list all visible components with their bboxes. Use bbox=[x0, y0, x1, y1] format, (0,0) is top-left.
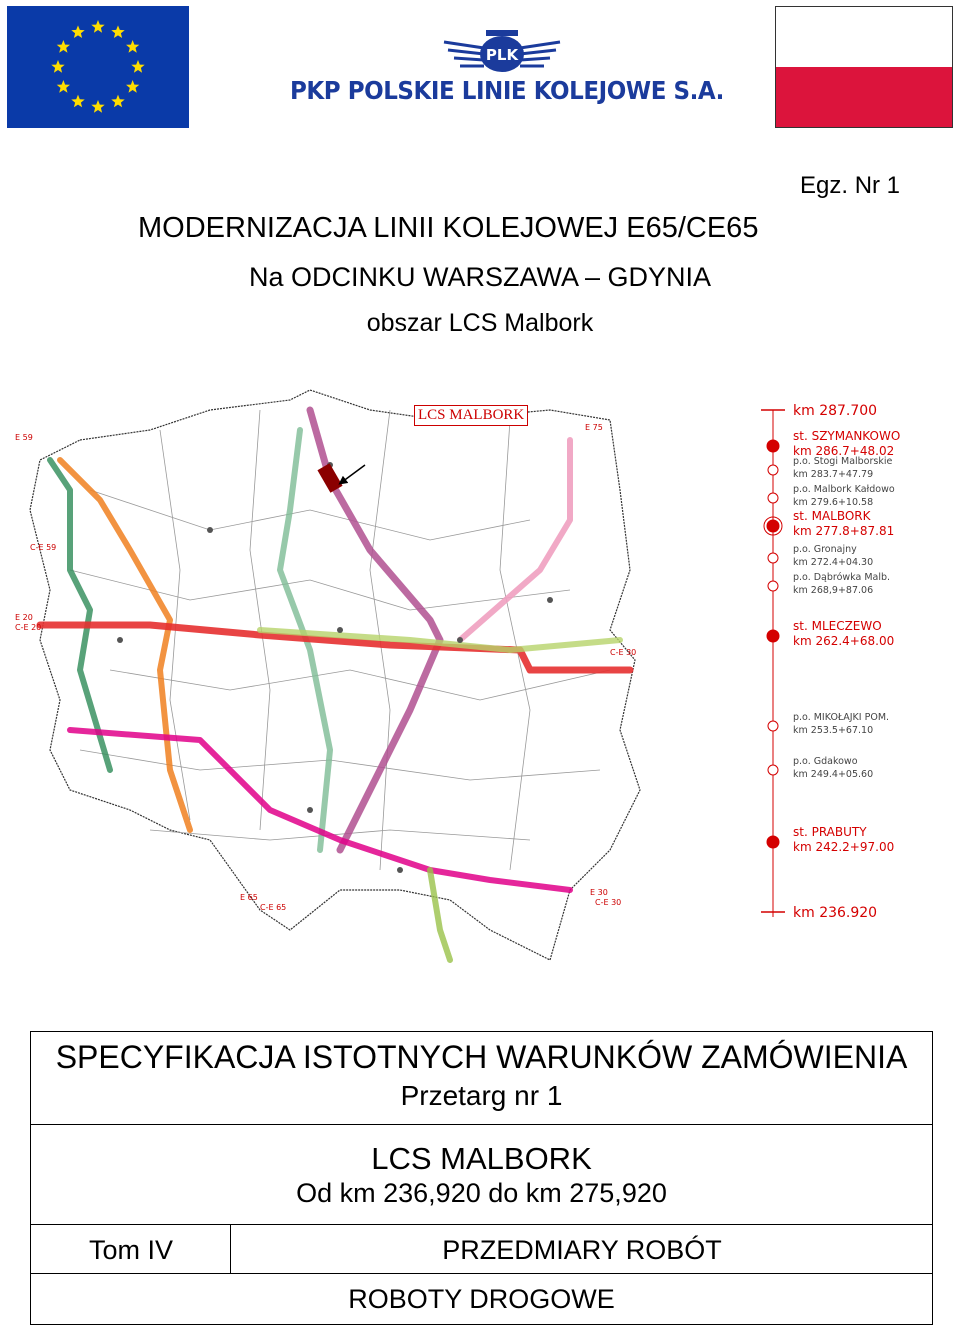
page-area: obszar LCS Malbork bbox=[366, 309, 594, 337]
km-station-km: km 283.7+47.79 bbox=[793, 469, 874, 480]
km-station bbox=[767, 429, 900, 458]
eu-star-icon bbox=[91, 20, 104, 33]
km-station bbox=[768, 456, 892, 480]
km-station-km: km 277.8+87.81 bbox=[793, 524, 895, 538]
km-station-km: km 272.4+04.30 bbox=[793, 557, 874, 568]
km-scheme bbox=[755, 392, 960, 932]
eu-star-icon bbox=[111, 95, 124, 108]
eu-star-icon bbox=[57, 40, 70, 53]
exhibit-number: Egz. Nr 1 bbox=[800, 172, 901, 199]
map-line-label: C-E 30 bbox=[610, 648, 637, 657]
eu-star-icon bbox=[57, 80, 70, 93]
km-station-name: km 236.920 bbox=[793, 905, 878, 921]
km-station-name: km 287.700 bbox=[793, 403, 878, 419]
km-station bbox=[761, 905, 877, 921]
km-station bbox=[767, 825, 894, 854]
lcs-malbork-callout: LCS MALBORK bbox=[414, 405, 528, 426]
km-station bbox=[768, 712, 889, 736]
map-line-label: C-E 65 bbox=[260, 903, 287, 912]
eu-star-icon bbox=[111, 25, 124, 38]
km-station bbox=[767, 619, 894, 648]
eu-stars-icon bbox=[7, 6, 189, 128]
lcs-name: LCS MALBORK bbox=[371, 1141, 592, 1176]
km-station-name: p.o. Dąbrówka Malb. bbox=[793, 572, 891, 583]
map-line-label: C-E 30 bbox=[595, 898, 622, 907]
eu-star-icon bbox=[71, 95, 84, 108]
km-station-name: st. SZYMANKOWO bbox=[793, 429, 901, 443]
poland-flag bbox=[775, 6, 953, 128]
volume-label: Tom IV bbox=[88, 1235, 174, 1265]
company-name: PKP POLSKIE LINIE KOLEJOWE S.A. bbox=[290, 76, 724, 105]
km-station bbox=[768, 544, 873, 568]
km-station bbox=[768, 756, 873, 780]
railway-map bbox=[10, 370, 750, 990]
km-station-km: km 262.4+68.00 bbox=[793, 634, 895, 648]
map-line-label: C-E 59 bbox=[30, 543, 57, 552]
flag-red-band bbox=[776, 67, 952, 127]
map-line-label: E 30 bbox=[590, 888, 608, 897]
km-station-name: p.o. Gronajny bbox=[793, 544, 857, 555]
eu-star-icon bbox=[131, 60, 144, 73]
km-station bbox=[764, 509, 894, 538]
map-line-label: E 20 bbox=[15, 613, 33, 622]
eu-flag bbox=[7, 6, 189, 128]
part-title: PRZEDMIARY ROBÓT bbox=[442, 1235, 722, 1265]
km-station-km: km 268,9+87.06 bbox=[793, 585, 874, 596]
spec-title: SPECYFIKACJA ISTOTNYCH WARUNKÓW ZAMÓWIENIA bbox=[55, 1039, 908, 1075]
map-line-label: E 65 bbox=[240, 893, 258, 902]
km-station bbox=[761, 403, 877, 419]
page-title: MODERNIZACJA LINII KOLEJOWEJ E65/CE65 bbox=[138, 212, 759, 244]
subpart-title: ROBOTY DROGOWE bbox=[348, 1284, 615, 1314]
plk-logo-text: PLK bbox=[485, 46, 519, 64]
eu-star-icon bbox=[91, 100, 104, 113]
km-station-km: km 253.5+67.10 bbox=[793, 725, 874, 736]
km-range: Od km 236,920 do km 275,920 bbox=[296, 1178, 667, 1208]
eu-star-icon bbox=[51, 60, 64, 73]
km-station-name: st. MLECZEWO bbox=[793, 619, 882, 633]
eu-star-icon bbox=[71, 25, 84, 38]
km-station-km: km 286.7+48.02 bbox=[793, 444, 895, 458]
km-station bbox=[768, 484, 895, 508]
eu-star-icon bbox=[126, 80, 139, 93]
km-station bbox=[768, 572, 890, 596]
map-line-label: E 75 bbox=[585, 423, 603, 432]
page-subtitle: Na ODCINKU WARSZAWA – GDYNIA bbox=[248, 262, 712, 292]
eu-star-icon bbox=[126, 40, 139, 53]
map-line-label: C-E 20 bbox=[15, 623, 42, 632]
km-station-name: st. PRABUTY bbox=[793, 825, 867, 839]
km-station-name: p.o. MIKOŁAJKI POM. bbox=[793, 712, 890, 723]
km-station-name: p.o. Gdakowo bbox=[793, 756, 858, 767]
km-station-km: km 279.6+10.58 bbox=[793, 497, 874, 508]
km-station-name: p.o. Malbork Kałdowo bbox=[793, 484, 895, 495]
km-station-km: km 242.2+97.00 bbox=[793, 840, 895, 854]
plk-logo bbox=[440, 28, 564, 76]
km-station-km: km 249.4+05.60 bbox=[793, 769, 874, 780]
tender-number: Przetarg nr 1 bbox=[400, 1080, 563, 1111]
table-divider bbox=[230, 1224, 231, 1273]
map-line-label: E 59 bbox=[15, 433, 33, 442]
flag-white-band bbox=[776, 7, 952, 67]
km-station-name: p.o. Stogi Malborskie bbox=[793, 456, 893, 467]
km-station-name: st. MALBORK bbox=[793, 509, 871, 523]
